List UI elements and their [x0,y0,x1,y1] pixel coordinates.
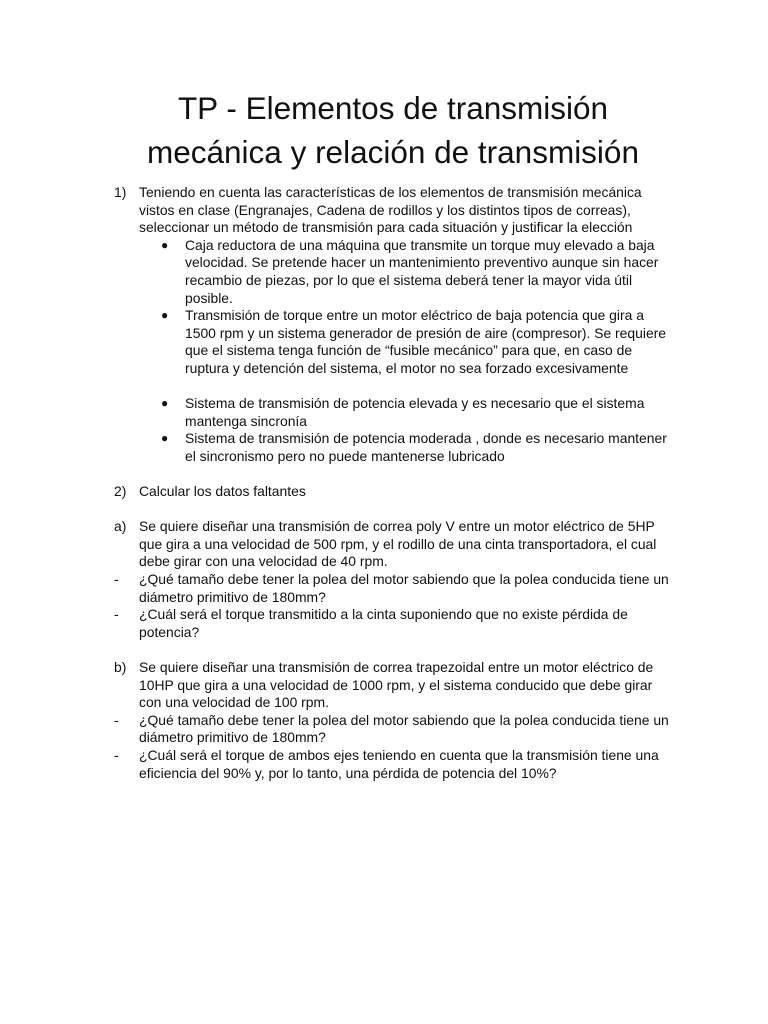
dash-marker: - [114,571,119,588]
bullet-text: Sistema de transmisión de potencia moderada , donde es necesario mantener el sincronismo pero no puede mantenerse lubricado [185,430,667,464]
question-a-text: Se quiere diseñar una transmisión de correa poly V entre un motor eléctrico de 5HP que gira a una velocidad de 500 rpm, y el rodillo de una cinta transportadora, el cual debe girar con una velocidad de 40 rpm. [139,518,657,570]
blank-line [114,641,672,659]
question-1-marker: 1) [114,184,127,200]
question-1-bullet-list [114,237,672,466]
bullet-item [161,395,672,430]
question-2 [114,483,672,501]
bullet-icon: ● [161,237,169,252]
question-b-text: Se quiere diseñar una transmisión de correa trapezoidal entre un motor eléctrico de 10HP que gira a una velocidad de 1000 rpm, y el sistema conducido que debe girar con una velocidad de 100 rpm. [139,659,654,711]
bullet-icon: ● [161,431,169,446]
blank-line [161,378,672,396]
bullet-item [161,307,672,377]
blank-line [114,466,672,484]
question-a-sub-2 [114,606,672,641]
bullet-text: Sistema de transmisión de potencia elevada y es necesario que el sistema mantenga sincronía [185,395,645,429]
question-b [114,659,672,712]
bullet-item [161,430,672,465]
bullet-text: Caja reductora de una máquina que transmite un torque muy elevado a baja velocidad. Se pretende hacer un mantenimiento preventivo aunque sin hacer recambio de piezas, por lo que el sistema deberá tener la mayor vida útil posible. [185,236,659,306]
question-a-sub-1 [114,571,672,606]
question-1 [114,184,672,237]
sub-question-text: ¿Cuál será el torque de ambos ejes teniendo en cuenta que la transmisión tiene una eficiencia del 90% y, por lo tanto, una pérdida de potencia del 10%? [139,747,659,781]
bullet-item [161,237,672,307]
sub-question-text: ¿Qué tamaño debe tener la polea del motor sabiendo que la polea conducida tiene un diámetro primitivo de 180mm? [139,711,669,746]
dash-marker: - [114,747,119,763]
bullet-icon: ● [161,396,169,411]
bullet-text: Transmisión de torque entre un motor eléctrico de baja potencia que gira a 1500 rpm y un sistema generador de presión de aire (compresor). Se requiere que el sistema tenga función de “fusible mecánico” para que, en caso de ruptura y detención del sistema, el motor no sea forzado excesivamente [185,307,667,376]
question-2-marker: 2) [114,483,127,500]
question-b-sub-2 [114,747,672,782]
question-a-marker: a) [114,518,127,535]
question-b-sub-1 [114,712,672,747]
dash-marker: - [114,711,119,728]
blank-line [114,501,672,519]
sub-question-text: ¿Qué tamaño debe tener la polea del motor sabiendo que la polea conducida tiene un diámetro primitivo de 180mm? [139,571,669,605]
question-1-text: Teniendo en cuenta las características de los elementos de transmisión mecánica vistos en clase (Engranajes, Cadena de rodillos y los distintos tipos de correas), seleccionar un método de transmisión para cada situación y justificar la elección [139,184,642,236]
question-2-text: Calcular los datos faltantes [139,483,306,500]
dash-marker: - [114,606,119,623]
bullet-icon: ● [161,308,169,323]
page-title: TP - Elementos de transmisión mecánica y relación de transmisión [147,90,639,170]
question-a [114,518,672,571]
sub-question-text: ¿Cuál será el torque transmitido a la cinta suponiendo que no existe pérdida de potencia? [139,606,628,640]
question-b-marker: b) [114,659,127,676]
